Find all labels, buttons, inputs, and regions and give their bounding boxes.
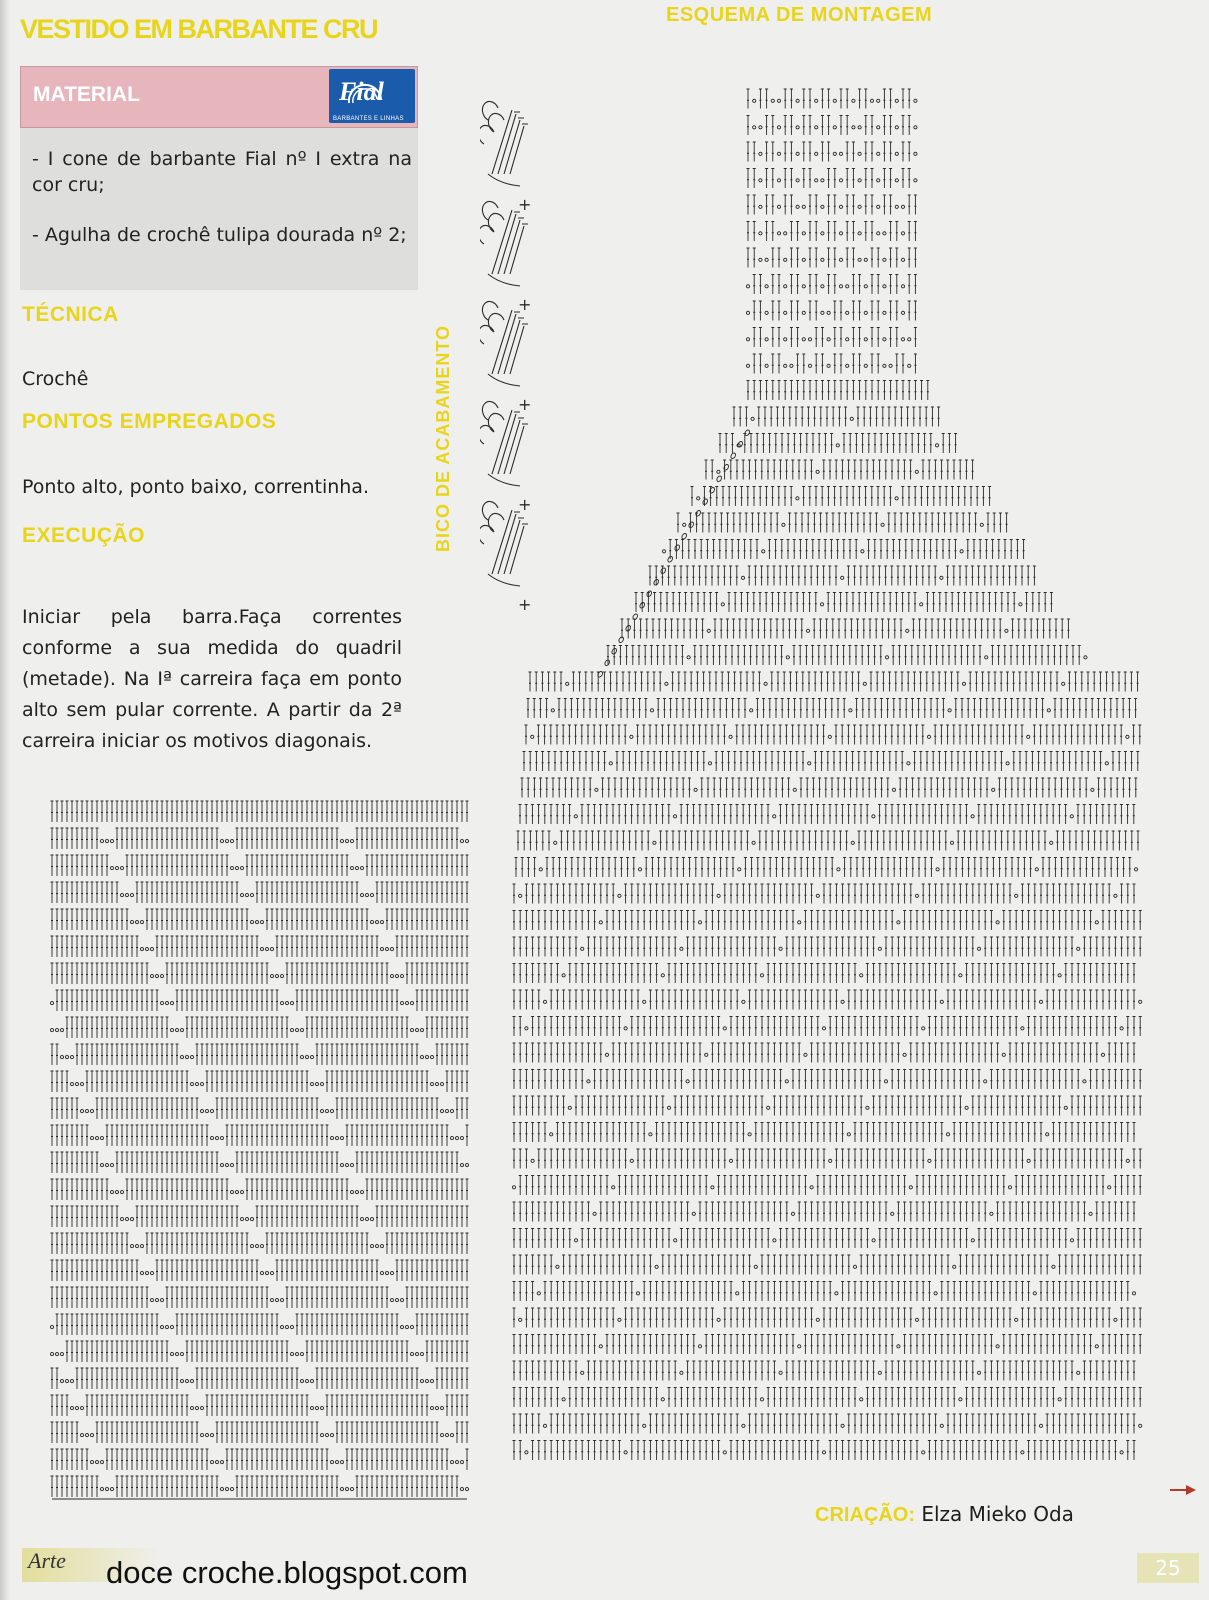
material-box xyxy=(20,66,418,290)
credit-label: CRIAÇÃO: xyxy=(815,1504,915,1526)
plus-marker: + xyxy=(518,395,532,414)
stitch-chart-montagem xyxy=(500,80,1150,1480)
fial-wordmark: Fial xyxy=(339,77,384,106)
fial-logo xyxy=(329,69,415,123)
material-item-cone: - I cone de barbante Fial nº I extra na cor cru; xyxy=(32,148,412,196)
pontos-text: Ponto alto, ponto baixo, correntinha. xyxy=(22,476,369,498)
plus-marker: + xyxy=(518,195,532,214)
pontos-heading: PONTOS EMPREGADOS xyxy=(22,410,277,433)
dress-stitch-rows xyxy=(512,89,1141,1460)
tecnica-text: Crochê xyxy=(22,368,89,390)
credit-name: Elza Mieko Oda xyxy=(921,1502,1074,1526)
material-label: MATERIAL xyxy=(33,83,140,106)
execucao-heading: EXECUÇÃO xyxy=(22,524,146,547)
arte-logo: Arte xyxy=(28,1548,66,1573)
bico-acabamento-label: BICO DE ACABAMENTO xyxy=(433,324,453,552)
material-header-bar xyxy=(20,66,418,128)
stitch-rows xyxy=(50,801,468,1499)
page-title: VESTIDO EM BARBANTE CRU xyxy=(20,14,378,44)
execucao-text: Iniciar pela barra.Faça correntes conforme a sua medida do quadril (metade). Na Iª carreira faça em ponto alto sem pular corrente. A partir da 2ª carreira iniciar os motivos diagonais. xyxy=(22,606,402,752)
tecnica-heading: TÉCNICA xyxy=(22,303,119,326)
shoulder-chain-edge xyxy=(598,430,750,677)
arrow-right-icon xyxy=(1170,1483,1196,1497)
plus-marker: + xyxy=(518,595,532,614)
stitch-chart-motif xyxy=(40,795,470,1515)
credit-line xyxy=(815,1502,1074,1527)
page-edge-shadow xyxy=(0,0,10,1600)
fial-tagline: BARBANTES E LINHAS xyxy=(333,116,404,122)
plus-marker: + xyxy=(518,495,532,514)
esquema-heading: ESQUEMA DE MONTAGEM xyxy=(666,4,933,26)
page-number: 25 xyxy=(1137,1553,1199,1583)
plus-marker: + xyxy=(518,295,532,314)
blog-url: doce croche.blogspot.com xyxy=(106,1555,468,1590)
material-item-agulha: - Agulha de crochê tulipa dourada nº 2; xyxy=(32,224,407,246)
